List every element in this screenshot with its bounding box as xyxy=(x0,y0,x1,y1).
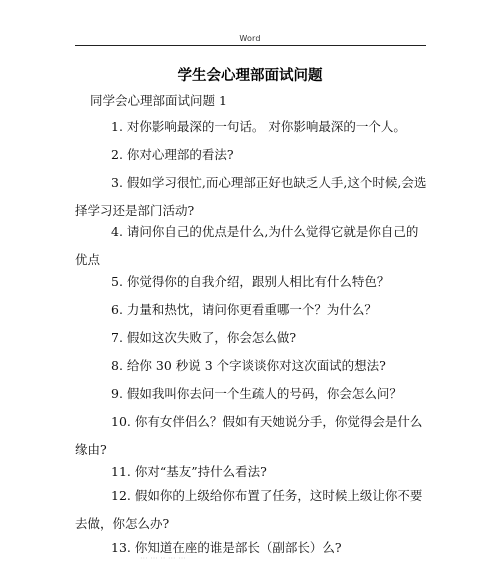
question-13: 13. 你知道在座的谁是部长（副部长）么? xyxy=(111,540,342,555)
question-10: 10. 你有女伴侣么？假如有天她说分手，你觉得会是什么缘由? xyxy=(75,414,423,457)
question-6: 6. 力量和热忱，请问你更看重哪一个？为什么？ xyxy=(111,302,377,317)
footer-fragment: ··· ··· ·· ··· ··· xyxy=(140,554,186,563)
question-12: 12. 假如你的上级给你布置了任务，这时候上级让你不要去做，你怎么办? xyxy=(75,488,423,531)
question-5: 5. 你觉得你的自我介绍，跟别人相比有什么特色？ xyxy=(111,274,390,289)
header-divider xyxy=(75,45,426,46)
question-9: 9. 假如我叫你去问一个生疏人的号码，你会怎么问？ xyxy=(111,386,402,401)
question-11: 11. 你对“基友”持什么看法? xyxy=(111,464,267,479)
question-7: 7. 假如这次失败了，你会怎么做? xyxy=(111,330,297,345)
document-subtitle: 同学会心理部面试问题 1 xyxy=(90,93,227,108)
question-3: 3. 假如学习很忙,而心理部正好也缺乏人手,这个时候,会选择学习还是部门活动? xyxy=(75,175,427,218)
header-label: Word xyxy=(239,34,261,43)
question-1: 1. 对你影响最深的一句话。 对你影响最深的一个人。 xyxy=(111,119,406,134)
question-4: 4. 请问你自己的优点是什么,为什么觉得它就是你自己的优点 xyxy=(75,224,419,267)
document-title: 学生会心理部面试问题 xyxy=(177,68,323,84)
question-2: 2. 你对心理部的看法? xyxy=(111,147,234,162)
question-8: 8. 给你 30 秒说 3 个字谈谈你对这次面试的想法? xyxy=(111,358,386,373)
